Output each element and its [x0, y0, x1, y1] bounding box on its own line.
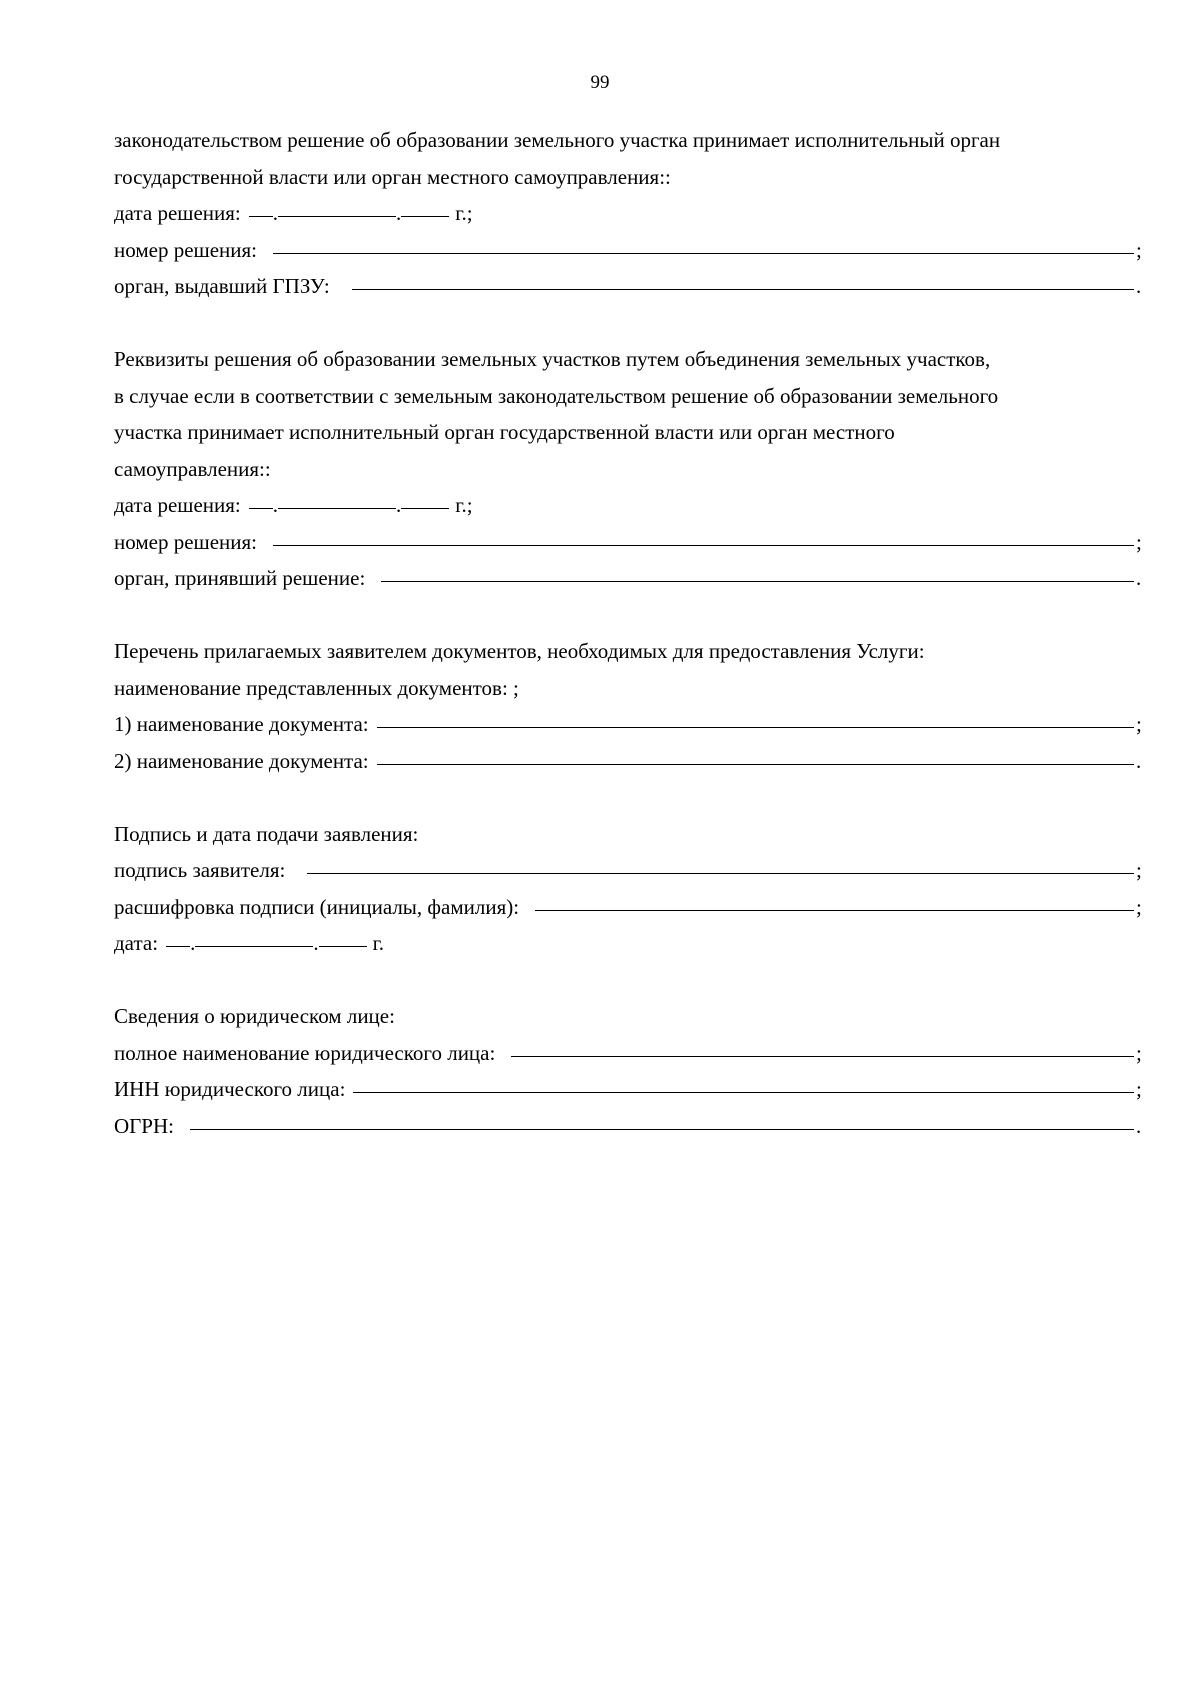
merge-date-month-field[interactable] [278, 507, 396, 509]
gpzu-decision-number-label: номер решения: [114, 237, 257, 262]
legal-ogrn-field[interactable] [190, 1128, 1134, 1130]
line-end-mark: ; [1136, 1077, 1142, 1101]
form-content [114, 122, 1144, 1144]
merge-decision-number-field[interactable] [273, 544, 1134, 546]
gpzu-decision-date-label: дата решения: [114, 201, 241, 225]
date-dot: . [190, 931, 196, 955]
gpzu-date-day-field[interactable] [249, 215, 273, 217]
legal-ogrn-label: ОГРН: [114, 1113, 174, 1138]
line-end-mark: ; [1136, 894, 1142, 919]
merge-decision-number-row [114, 524, 1144, 561]
doc2-name-field[interactable] [377, 763, 1134, 765]
date-dot: . [272, 201, 278, 225]
submission-date-suffix: г. [372, 931, 385, 955]
gpzu-text-line-2: государственной власти или орган местного самоуправления:: [114, 164, 671, 189]
merge-organ-label: орган, принявший решение: [114, 566, 366, 590]
legal-entity-heading: Сведения о юридическом лице: [114, 1004, 395, 1028]
line-end-mark: ; [1136, 1040, 1142, 1065]
signature-decoding-label: расшифровка подписи (инициалы, фамилия): [114, 894, 520, 919]
legal-inn-field[interactable] [353, 1091, 1134, 1093]
gpzu-organ-label: орган, выдавший ГПЗУ: [114, 274, 330, 298]
doc1-row [114, 706, 1144, 743]
merge-text-line-3: участка принимает исполнительный орган государственной власти или орган местного [114, 420, 895, 444]
legal-inn-label: ИНН юридического лица: [114, 1077, 346, 1101]
line-end-mark: . [1136, 566, 1142, 590]
line-end-mark: . [1136, 1113, 1142, 1138]
doc2-label: 2) наименование документа: [114, 748, 369, 773]
docs-heading: Перечень прилагаемых заявителем документов, необходимых для предоставления Услуги: [114, 639, 925, 663]
legal-inn-row [114, 1071, 1144, 1108]
date-dot: . [272, 493, 278, 517]
legal-fullname-row [114, 1035, 1144, 1072]
line-end-mark: ; [1136, 237, 1142, 262]
merge-organ-field[interactable] [381, 580, 1134, 582]
legal-fullname-label: полное наименование юридического лица: [114, 1040, 496, 1065]
gpzu-date-year-field[interactable] [401, 215, 449, 217]
submission-date-day-field[interactable] [166, 945, 190, 947]
merge-text-line-1: Реквизиты решения об образовании земельных участков путем объединения земельных участков, [114, 347, 991, 371]
merge-text-line-2: в случае если в соответствии с земельным законодательством решение об образовании земельного [114, 383, 999, 408]
signature-decoding-row [114, 889, 1144, 926]
merge-decision-date-label: дата решения: [114, 493, 241, 517]
submission-date-row [114, 925, 1144, 962]
merge-decision-number-label: номер решения: [114, 529, 257, 554]
merge-date-suffix: г.; [455, 493, 473, 517]
signature-heading: Подпись и дата подачи заявления: [114, 821, 419, 846]
submission-date-label: дата: [114, 931, 159, 955]
section-gap [114, 305, 1144, 342]
section-gap [114, 779, 1144, 816]
submission-date-year-field[interactable] [319, 945, 367, 947]
legal-fullname-field[interactable] [511, 1055, 1134, 1057]
signature-row [114, 852, 1144, 889]
gpzu-decision-date-row [114, 195, 1144, 232]
line-end-mark: ; [1136, 858, 1142, 882]
line-end-mark: ; [1136, 529, 1142, 554]
doc1-name-field[interactable] [377, 726, 1134, 728]
section-gap [114, 597, 1144, 634]
docs-subheading: наименование представленных документов: ; [114, 675, 519, 700]
signature-label: подпись заявителя: [114, 858, 286, 882]
signature-decoding-field[interactable] [535, 909, 1134, 911]
line-end-mark: . [1136, 274, 1142, 298]
date-dot: . [396, 201, 402, 225]
page-number: 99 [590, 72, 610, 93]
gpzu-decision-number-field[interactable] [273, 252, 1134, 254]
merge-date-day-field[interactable] [249, 507, 273, 509]
gpzu-organ-field[interactable] [352, 288, 1134, 290]
section-gap [114, 962, 1144, 999]
gpzu-text-line-1: законодательством решение об образовании земельного участка принимает исполнительный орган [114, 128, 1001, 152]
submission-date-month-field[interactable] [195, 945, 313, 947]
signature-field[interactable] [307, 872, 1134, 874]
date-dot: . [313, 931, 319, 955]
gpzu-date-suffix: г.; [455, 201, 473, 225]
merge-date-year-field[interactable] [401, 507, 449, 509]
gpzu-organ-row [114, 268, 1144, 305]
gpzu-decision-number-row [114, 232, 1144, 269]
line-end-mark: . [1136, 748, 1142, 773]
gpzu-date-month-field[interactable] [278, 215, 396, 217]
merge-decision-date-row [114, 487, 1144, 524]
merge-text-line-4: самоуправления:: [114, 456, 271, 481]
date-dot: . [396, 493, 402, 517]
legal-ogrn-row [114, 1108, 1144, 1145]
doc2-row [114, 743, 1144, 780]
doc1-label: 1) наименование документа: [114, 712, 369, 736]
line-end-mark: ; [1136, 712, 1142, 736]
merge-organ-row [114, 560, 1144, 597]
